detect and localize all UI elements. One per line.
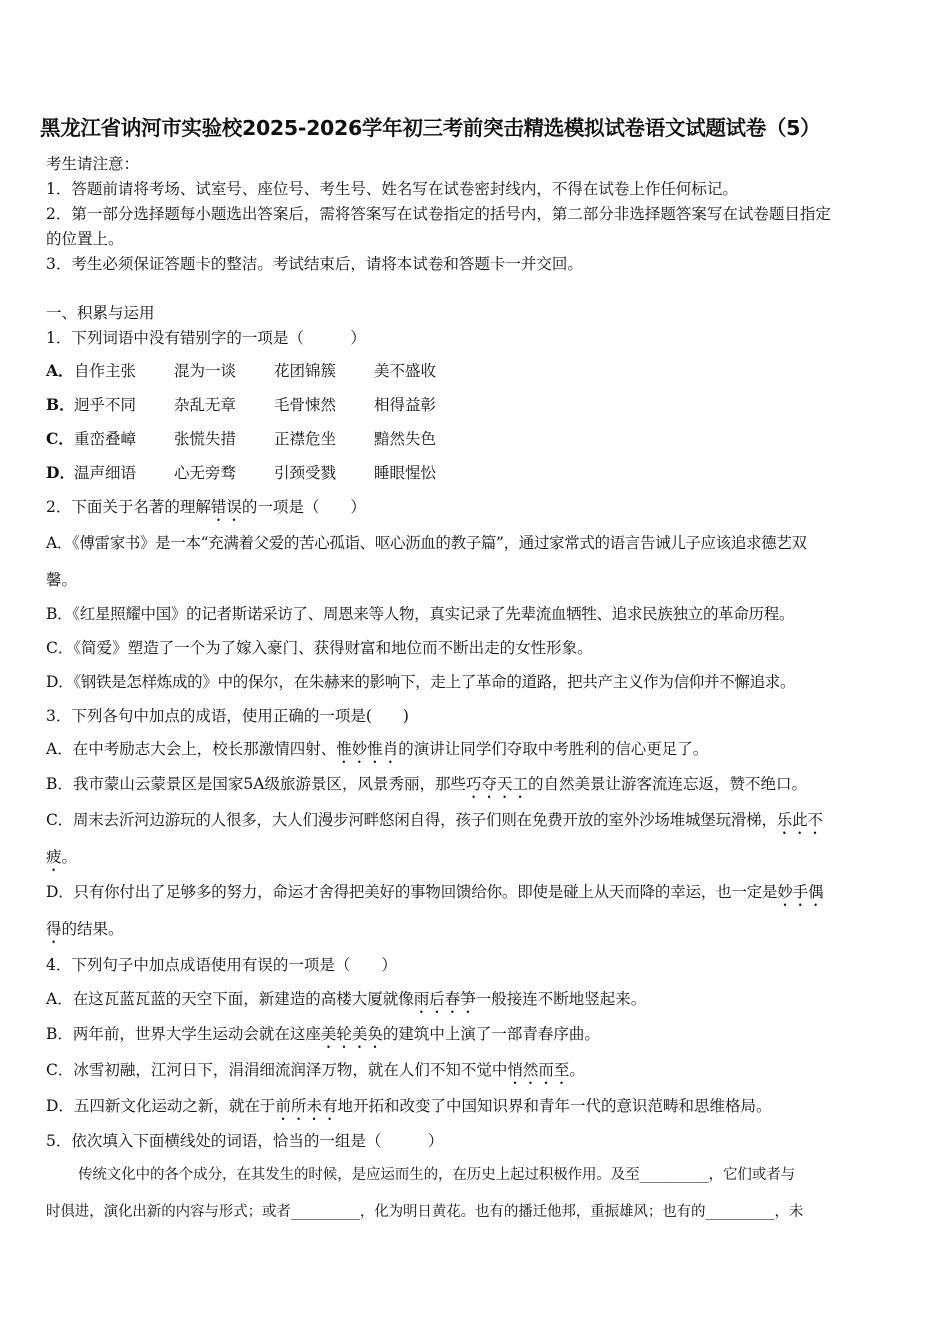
question-1-option-b bbox=[46, 393, 474, 415]
question-5-stem: 5．依次填入下面横线处的词语，恰当的一组是（ ） bbox=[46, 1132, 444, 1150]
dotted-idiom: 妙手偶 bbox=[777, 883, 824, 901]
question-3-stem: 3．下列各句中加点的成语，使用正确的一项是( ) bbox=[46, 707, 409, 725]
option-label: C． bbox=[46, 429, 74, 448]
notice-item-1: 1．答题前请将考场、试室号、座位号、考生号、姓名写在试卷密封线内，不得在试卷上作任何标记。 bbox=[46, 180, 738, 198]
dotted-idiom: 得 bbox=[46, 920, 62, 938]
notice-heading: 考生请注意： bbox=[46, 155, 140, 173]
option-text: C．冰雪初融，江河日下，涓涓细流润泽万物，就在人们不知不觉中 bbox=[46, 1061, 508, 1079]
question-2-option-a-cont: 馨。 bbox=[46, 571, 78, 589]
dotted-idiom: 前所未有 bbox=[275, 1097, 338, 1115]
option-word: 毛骨悚然 bbox=[274, 396, 337, 414]
option-word: 张慌失措 bbox=[174, 430, 237, 448]
page-title: 黑龙江省讷河市实验校2025-2026学年初三考前突击精选模拟试卷语文试题试卷（5） bbox=[40, 116, 821, 140]
option-text: 的自然美景让游客流连忘返，赞不绝口。 bbox=[527, 775, 807, 793]
option-word: 相得益彰 bbox=[374, 396, 437, 414]
question-4-option-d bbox=[46, 1094, 771, 1124]
question-2-option-c: C．《简爱》塑造了一个为了嫁入豪门、获得财富和地位而不断出走的女性形象。 bbox=[46, 639, 593, 657]
option-word: 杂乱无章 bbox=[174, 396, 237, 414]
question-2-stem bbox=[46, 495, 366, 525]
question-1-option-d bbox=[46, 461, 474, 483]
option-text: 地开拓和改变了中国知识界和青年一代的意识范畴和思维格局。 bbox=[337, 1097, 772, 1115]
option-word: 温声细语 bbox=[74, 464, 137, 482]
question-3-option-c-cont bbox=[46, 845, 77, 875]
option-word: 心无旁骛 bbox=[174, 464, 237, 482]
dotted-idiom: 悄然而至 bbox=[507, 1061, 570, 1079]
notice-item-2: 2．第一部分选择题每小题选出答案后，需将答案写在试卷指定的括号内，第二部分非选择题答案写在试卷题目指定 bbox=[46, 205, 831, 223]
question-2-option-d: D．《钢铁是怎样炼成的》中的保尔，在朱赫来的影响下，走上了革命的道路，把共产主义作为信仰并不懈追求。 bbox=[46, 673, 796, 691]
question-4-stem: 4．下列句子中加点成语使用有误的一项是（ ） bbox=[46, 956, 397, 974]
question-1-option-c bbox=[46, 427, 474, 449]
option-text: D．五四新文化运动之新，就在于 bbox=[46, 1097, 276, 1115]
dotted-idiom: 雨后春笋 bbox=[413, 990, 476, 1008]
option-text: 一般接连不断地竖起来。 bbox=[475, 990, 647, 1008]
question-3-option-a bbox=[46, 737, 708, 767]
passage-text: 传统文化中的各个成分，在其发生的时候，是应运而生的，在历史上起过积极作用。及至________，它们或者与 bbox=[78, 1167, 796, 1183]
dotted-idiom: 惟妙惟肖 bbox=[336, 740, 399, 758]
option-text: 的建筑中上演了一部青春序曲。 bbox=[382, 1025, 600, 1043]
notice-item-2-cont: 的位置上。 bbox=[46, 230, 124, 248]
option-word: 自作主张 bbox=[74, 362, 137, 380]
dotted-idiom: 疲 bbox=[46, 848, 62, 866]
question-3-option-b bbox=[46, 772, 807, 802]
question-5-passage-line-2: 时俱进，演化出新的内容与形式；或者________，化为明日黄花。也有的播迁他邦，重振雄风；也有的________，未 bbox=[46, 1204, 804, 1220]
question-4-option-b bbox=[46, 1022, 600, 1052]
option-label: D． bbox=[46, 463, 75, 482]
option-label: B． bbox=[46, 395, 75, 414]
option-text: D．只有你付出了足够多的努力，命运才舍得把美好的事物回馈给你。即使是碰上从天而降的幸运，也一定是 bbox=[46, 883, 778, 901]
question-3-option-d-cont bbox=[46, 917, 124, 947]
option-word: 引颈受戮 bbox=[274, 464, 337, 482]
question-1-option-a bbox=[46, 359, 474, 381]
dotted-idiom: 美轮美奂 bbox=[320, 1025, 383, 1043]
option-text: B．两年前，世界大学生运动会就在这座 bbox=[46, 1025, 321, 1043]
option-text: 。 bbox=[61, 848, 78, 866]
option-word: 美不盛收 bbox=[374, 362, 437, 380]
option-text: A．在中考励志大会上，校长那激情四射、 bbox=[46, 740, 337, 758]
option-word: 睡眼惺忪 bbox=[374, 464, 437, 482]
option-word: 黯然失色 bbox=[374, 430, 437, 448]
dotted-idiom: 乐此不 bbox=[776, 811, 823, 829]
question-4-option-c bbox=[46, 1058, 585, 1088]
question-2-option-b: B．《红星照耀中国》的记者斯诺采访了、周恩来等人物，真实记录了先辈流血牺牲、追求民族独立的革命历程。 bbox=[46, 605, 795, 623]
option-text: B．我市蒙山云蒙景区是国家5A级旅游景区，风景秀丽，那些 bbox=[46, 775, 466, 793]
dotted-idiom: 巧夺天工 bbox=[465, 775, 528, 793]
question-2-option-a: A．《傅雷家书》是一本“充满着父爱的苦心孤诣、呕心沥血的教子篇”，通过家常式的语言告诫儿子应该追求德艺双 bbox=[46, 534, 807, 552]
option-word: 正襟危坐 bbox=[274, 430, 337, 448]
option-word: 混为一谈 bbox=[174, 362, 237, 380]
option-text: 的结果。 bbox=[61, 920, 124, 938]
section-heading: 一、积累与运用 bbox=[46, 304, 155, 322]
question-4-option-a bbox=[46, 987, 646, 1017]
option-word: 迥乎不同 bbox=[74, 396, 137, 414]
stem-text: 的一项是（ ） bbox=[241, 498, 366, 516]
option-word: 重峦叠嶂 bbox=[74, 430, 137, 448]
option-text: A．在这瓦蓝瓦蓝的天空下面，新建造的高楼大厦就像 bbox=[46, 990, 414, 1008]
option-label: A． bbox=[46, 361, 74, 380]
question-3-option-c bbox=[46, 808, 823, 838]
option-text: C．周末去沂河边游玩的人很多，大人们漫步河畔悠闲自得，孩子们则在免费开放的室外沙场堆城堡玩滑梯， bbox=[46, 811, 777, 829]
question-5-passage-line-1 bbox=[46, 1163, 795, 1184]
question-1-stem: 1．下列词语中没有错别字的一项是（ ） bbox=[46, 329, 366, 347]
notice-item-3: 3．考生必须保证答题卡的整洁。考试结束后，请将本试卷和答题卡一并交回。 bbox=[46, 255, 583, 273]
option-text: 。 bbox=[569, 1061, 585, 1079]
question-3-option-d bbox=[46, 880, 823, 910]
option-text: 的演讲让同学们夺取中考胜利的信心更足了。 bbox=[398, 740, 709, 758]
stem-text: 2．下面关于名著的理解 bbox=[46, 498, 211, 516]
option-word: 花团锦簇 bbox=[274, 362, 337, 380]
emphasis-text: 错误 bbox=[210, 498, 242, 516]
